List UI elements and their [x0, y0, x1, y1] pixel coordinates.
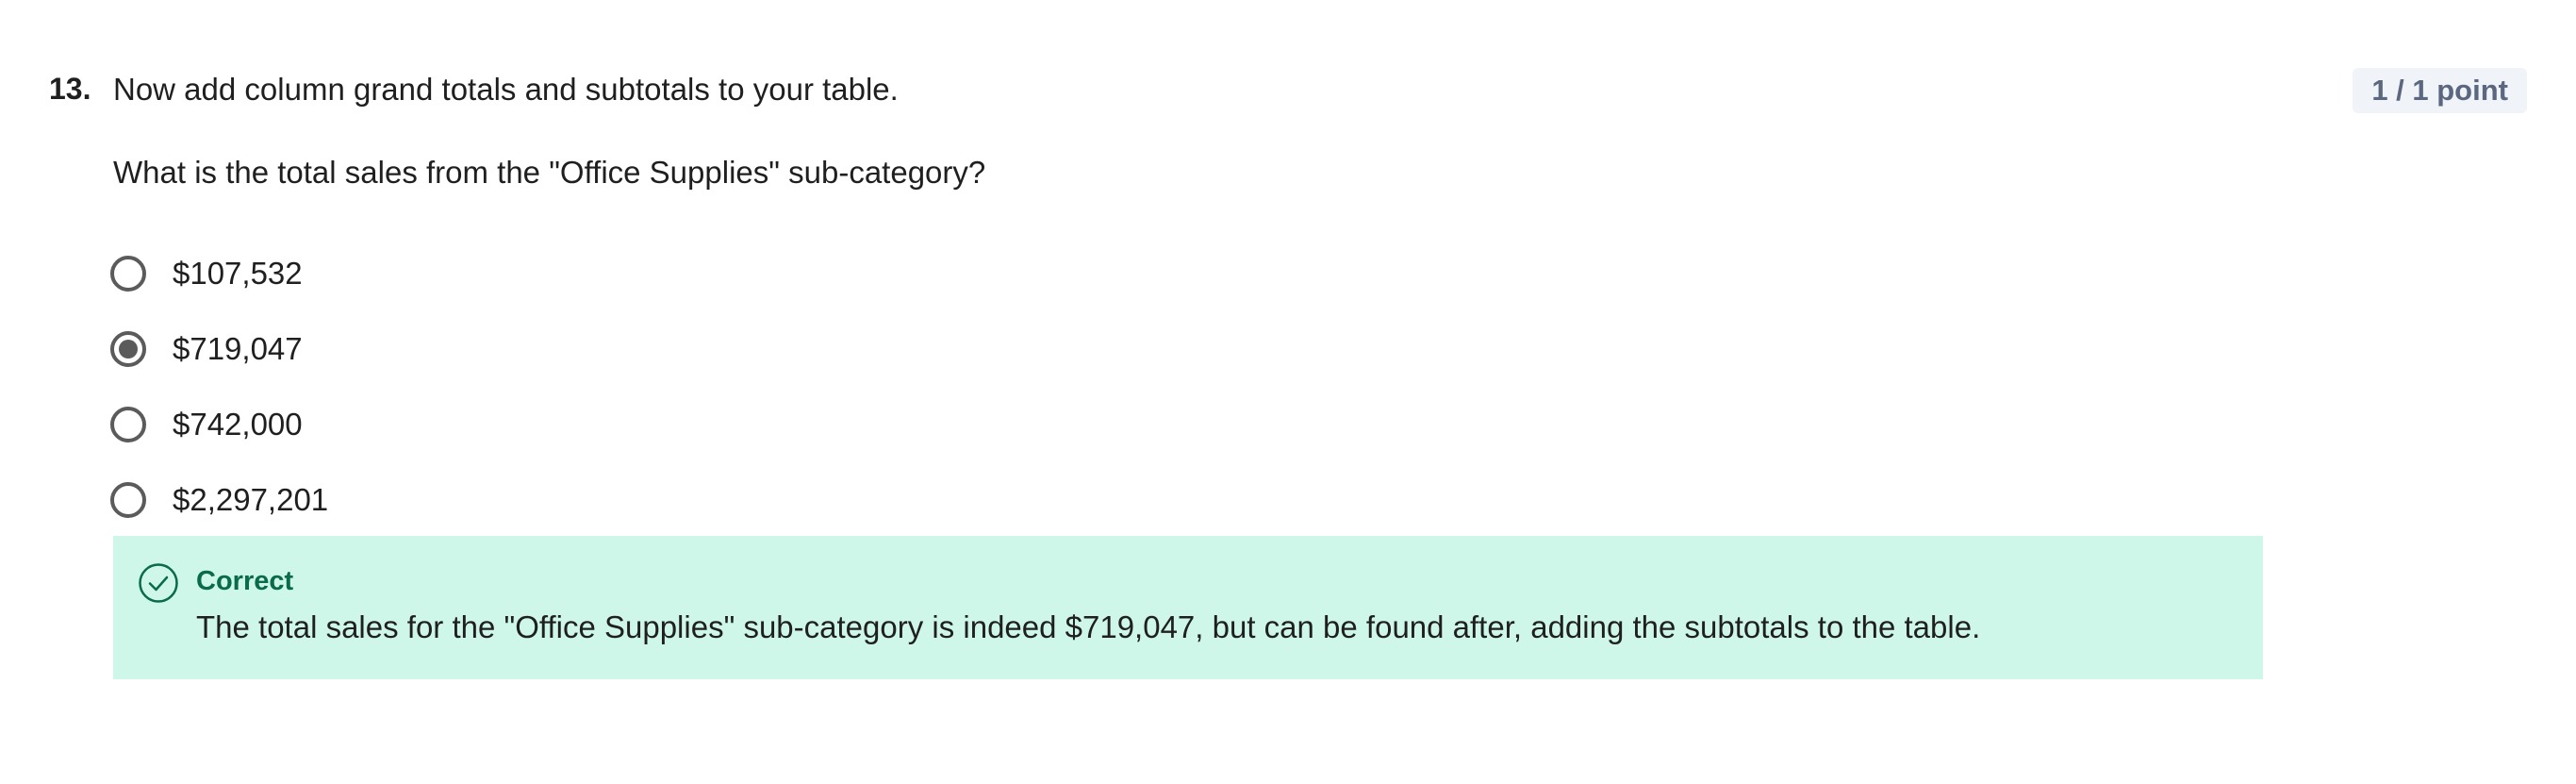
radio-button[interactable] [110, 331, 146, 367]
answer-option[interactable] [110, 387, 1242, 462]
check-circle-icon [138, 562, 179, 604]
question-number: 13. [49, 72, 91, 106]
feedback-panel [113, 536, 2263, 679]
score-badge: 1 / 1 point [2353, 68, 2527, 113]
answer-option-label: $719,047 [173, 331, 303, 366]
answer-option[interactable] [110, 462, 1242, 538]
answer-option[interactable] [110, 236, 1242, 311]
feedback-text: The total sales for the "Office Supplies" sub-category is indeed $719,047, but can be found after, adding the subtotals to the table. [196, 609, 1981, 644]
answer-option[interactable] [110, 311, 1242, 387]
radio-button[interactable] [110, 482, 146, 518]
answer-options [110, 236, 1242, 538]
radio-button[interactable] [110, 407, 146, 442]
question-prompt: Now add column grand totals and subtotals to your table. [113, 72, 899, 107]
answer-option-label: $107,532 [173, 256, 303, 291]
answer-option-label: $2,297,201 [173, 482, 329, 517]
radio-button[interactable] [110, 256, 146, 292]
feedback-status: Correct [196, 566, 294, 596]
question-subprompt: What is the total sales from the "Office Supplies" sub-category? [113, 155, 986, 190]
answer-option-label: $742,000 [173, 407, 303, 442]
